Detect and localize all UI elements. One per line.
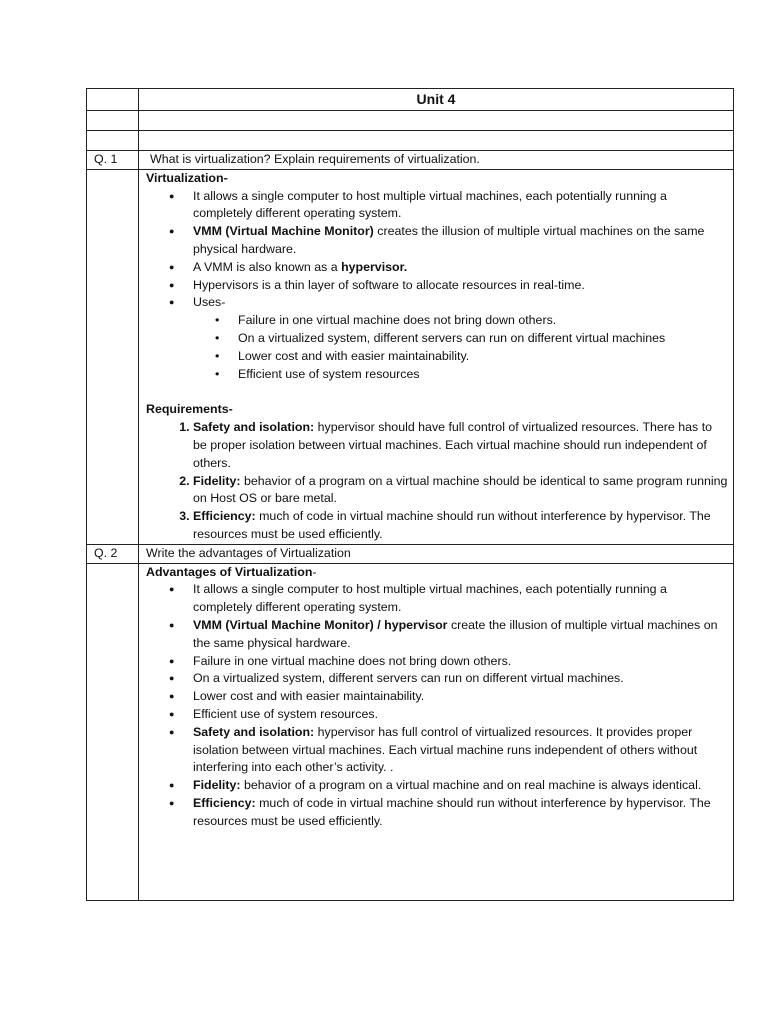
numbered-list	[146, 419, 729, 544]
list-item: ● Efficiency: much of code in virtual machine should run without interference by hypervisor. The resources must be used efficiently.	[193, 795, 729, 831]
list-item: ● Fidelity: behavior of a program on a virtual machine and on real machine is always identical.	[193, 777, 729, 795]
question-row	[87, 151, 734, 170]
answer-content	[139, 563, 734, 900]
title-row	[87, 89, 734, 111]
list-item: ● VMM (Virtual Machine Monitor) creates the illusion of multiple virtual machines on the same physical hardware.	[193, 223, 729, 259]
list-item: ● Safety and isolation: hypervisor has full control of virtualized resources. It provides proper isolation between virtual machines. Each virtual machine runs independent of others without interfering into each other’s activity. .	[193, 724, 729, 777]
list-item: ● It allows a single computer to host multiple virtual machines, each potentially running a completely different operating system.	[193, 581, 729, 617]
question-number: Q. 2	[87, 544, 139, 563]
list-item: 3. Efficiency: much of code in virtual machine should run without interference by hypervisor. The resources must be used efficiently.	[193, 508, 729, 544]
list-item: ● Efficient use of system resources.	[193, 706, 729, 724]
list-item: • On a virtualized system, different servers can run on different virtual machines	[238, 330, 729, 348]
empty-row	[87, 111, 734, 131]
section-heading: Requirements-	[146, 402, 233, 417]
sub-bullet-list	[193, 312, 729, 383]
list-item: ● It allows a single computer to host multiple virtual machines, each potentially running a completely different operating system.	[193, 188, 729, 224]
answer-content	[139, 169, 734, 544]
question-row	[87, 544, 734, 563]
document-table	[86, 88, 734, 901]
title-left-cell	[87, 89, 139, 111]
list-item: • Lower cost and with easier maintainability.	[238, 348, 729, 366]
question-text: Write the advantages of Virtualization	[139, 544, 734, 563]
list-item: ● A VMM is also known as a hypervisor.	[193, 259, 729, 277]
bullet-list	[146, 581, 729, 830]
list-item: ● On a virtualized system, different servers can run on different virtual machines.	[193, 670, 729, 688]
list-item: ● Hypervisors is a thin layer of software to allocate resources in real-time.	[193, 277, 729, 295]
list-item: ● Failure in one virtual machine does not bring down others.	[193, 653, 729, 671]
list-item: ● Uses- • Failure in one virtual machine does not bring down others. • On a virtualized system, different servers can run on different virtual machines • Lower cost and with easier maintainability. • Efficient use of system resources	[193, 294, 729, 383]
list-item: • Failure in one virtual machine does not bring down others.	[238, 312, 729, 330]
section-heading: Virtualization-	[146, 170, 228, 185]
section-heading: Advantages of Virtualization-	[146, 564, 317, 579]
list-item: 1. Safety and isolation: hypervisor should have full control of virtualized resources. There has to be proper isolation between virtual machines. Each virtual machine should run independent of others.	[193, 419, 729, 472]
question-number: Q. 1	[87, 151, 139, 170]
empty-row	[87, 131, 734, 151]
list-item: ● Lower cost and with easier maintainability.	[193, 688, 729, 706]
question-text: What is virtualization? Explain requirements of virtualization.	[139, 151, 734, 170]
list-item: • Efficient use of system resources	[238, 366, 729, 384]
list-item: 2. Fidelity: behavior of a program on a virtual machine should be identical to same program running on Host OS or bare metal.	[193, 473, 729, 509]
bullet-list	[146, 188, 729, 384]
answer-row	[87, 563, 734, 900]
unit-title: Unit 4	[139, 89, 734, 111]
answer-row	[87, 169, 734, 544]
list-item: ● VMM (Virtual Machine Monitor) / hypervisor create the illusion of multiple virtual machines on the same physical hardware.	[193, 617, 729, 653]
